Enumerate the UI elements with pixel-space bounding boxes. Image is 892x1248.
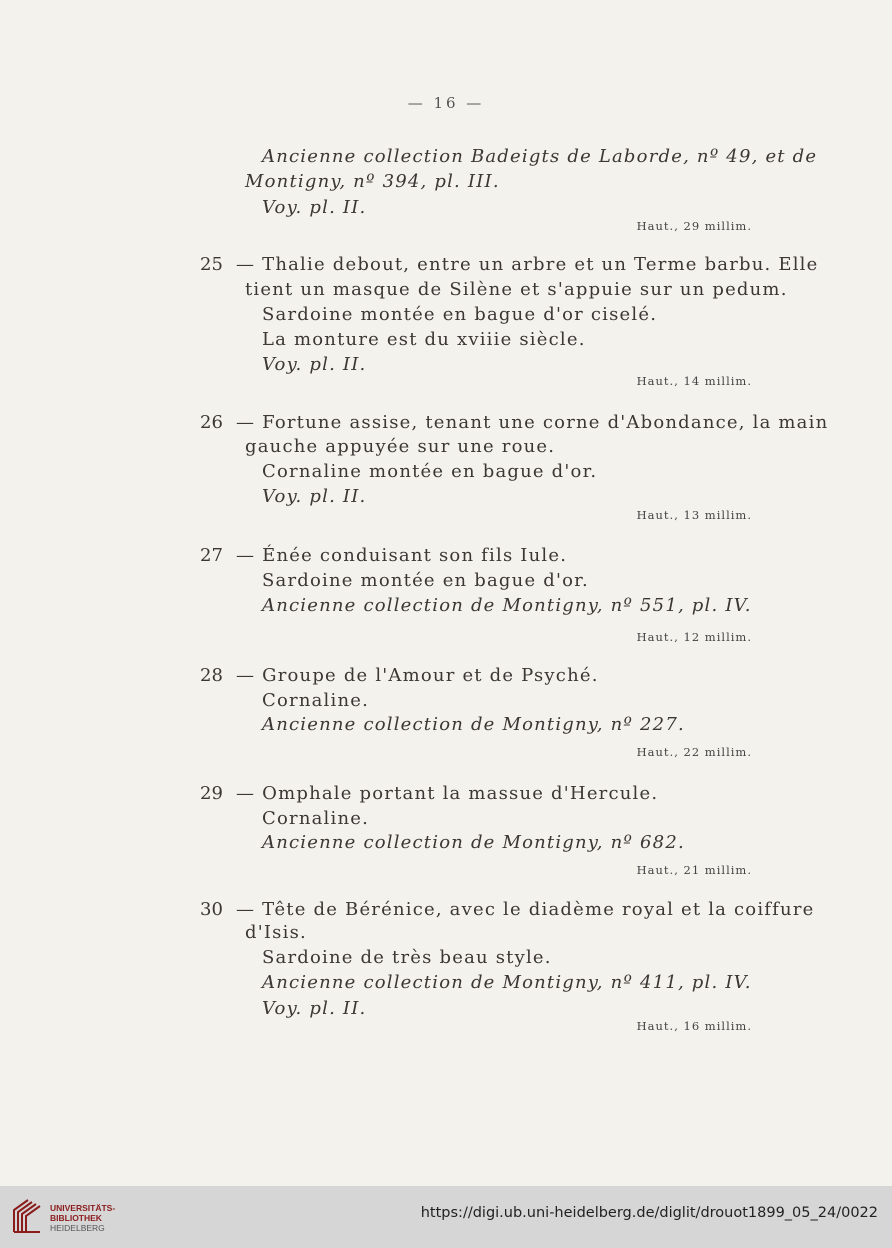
- entry-number: 30: [200, 899, 223, 920]
- entry-text: tient un masque de Silène et s'appuie sur un pedum.: [245, 279, 788, 300]
- entry-material: Sardoine montée en bague d'or ciselé.: [262, 304, 658, 325]
- entry-height: Haut., 22 millim.: [636, 745, 752, 759]
- entry-number: 26: [200, 412, 223, 433]
- entry-text: — Tête de Bérénice, avec le diadème royal et la coiffure: [236, 899, 815, 920]
- entry-material: Sardoine de très beau style.: [262, 947, 552, 968]
- entry-reference: Ancienne collection de Montigny, nº 682.: [262, 832, 685, 853]
- intro-height: Haut., 29 millim.: [636, 219, 752, 233]
- intro-voy: Voy. pl. II.: [262, 197, 367, 218]
- footer-bar: [0, 1186, 892, 1248]
- entry-plate-reference: Voy. pl. II.: [262, 998, 367, 1019]
- entry-height: Haut., 14 millim.: [636, 374, 752, 388]
- page-number: — 16 —: [407, 94, 485, 112]
- intro-line-1: Ancienne collection Badeigts de Laborde, nº 49, et de: [262, 146, 818, 167]
- entry-height: Haut., 13 millim.: [636, 508, 752, 522]
- entry-text: gauche appuyée sur une roue.: [245, 436, 556, 457]
- entry-reference: Voy. pl. II.: [262, 486, 367, 507]
- intro-line-2: Montigny, nº 394, pl. III.: [245, 171, 500, 192]
- entry-reference: Voy. pl. II.: [262, 354, 367, 375]
- entry-reference: Ancienne collection de Montigny, nº 227.: [262, 714, 685, 735]
- entry-text: d'Isis.: [245, 922, 307, 943]
- entry-text: — Énée conduisant son fils Iule.: [236, 545, 568, 566]
- library-line-2: BIBLIOTHEK: [50, 1213, 102, 1223]
- entry-material: Cornaline montée en bague d'or.: [262, 461, 598, 482]
- entry-text: — Omphale portant la massue d'Hercule.: [236, 783, 659, 804]
- entry-number: 29: [200, 783, 223, 804]
- library-logo-icon[interactable]: [10, 1196, 44, 1236]
- library-line-1: UNIVERSITÄTS-: [50, 1203, 116, 1213]
- entry-material: Sardoine montée en bague d'or.: [262, 570, 589, 591]
- entry-text: — Fortune assise, tenant une corne d'Abondance, la main: [236, 412, 829, 433]
- library-line-3: HEIDELBERG: [50, 1223, 105, 1233]
- entry-text: — Groupe de l'Amour et de Psyché.: [236, 665, 599, 686]
- entry-reference: Ancienne collection de Montigny, nº 411, pl. IV.: [262, 972, 752, 993]
- library-name: [50, 1203, 115, 1233]
- entry-reference: Ancienne collection de Montigny, nº 551, pl. IV.: [262, 595, 752, 616]
- entry-height: Haut., 16 millim.: [636, 1019, 752, 1033]
- entry-text: — Thalie debout, entre un arbre et un Terme barbu. Elle: [236, 254, 819, 275]
- entry-number: 28: [200, 665, 223, 686]
- entry-material: Cornaline.: [262, 690, 370, 711]
- entry-material: La monture est du xviiie siècle.: [262, 329, 586, 350]
- document-url-link[interactable]: https://digi.ub.uni-heidelberg.de/diglit/drouot1899_05_24/0022: [420, 1205, 878, 1221]
- entry-number: 25: [200, 254, 223, 275]
- entry-height: Haut., 21 millim.: [636, 863, 752, 877]
- entry-material: Cornaline.: [262, 808, 370, 829]
- entry-height: Haut., 12 millim.: [636, 630, 752, 644]
- entry-number: 27: [200, 545, 223, 566]
